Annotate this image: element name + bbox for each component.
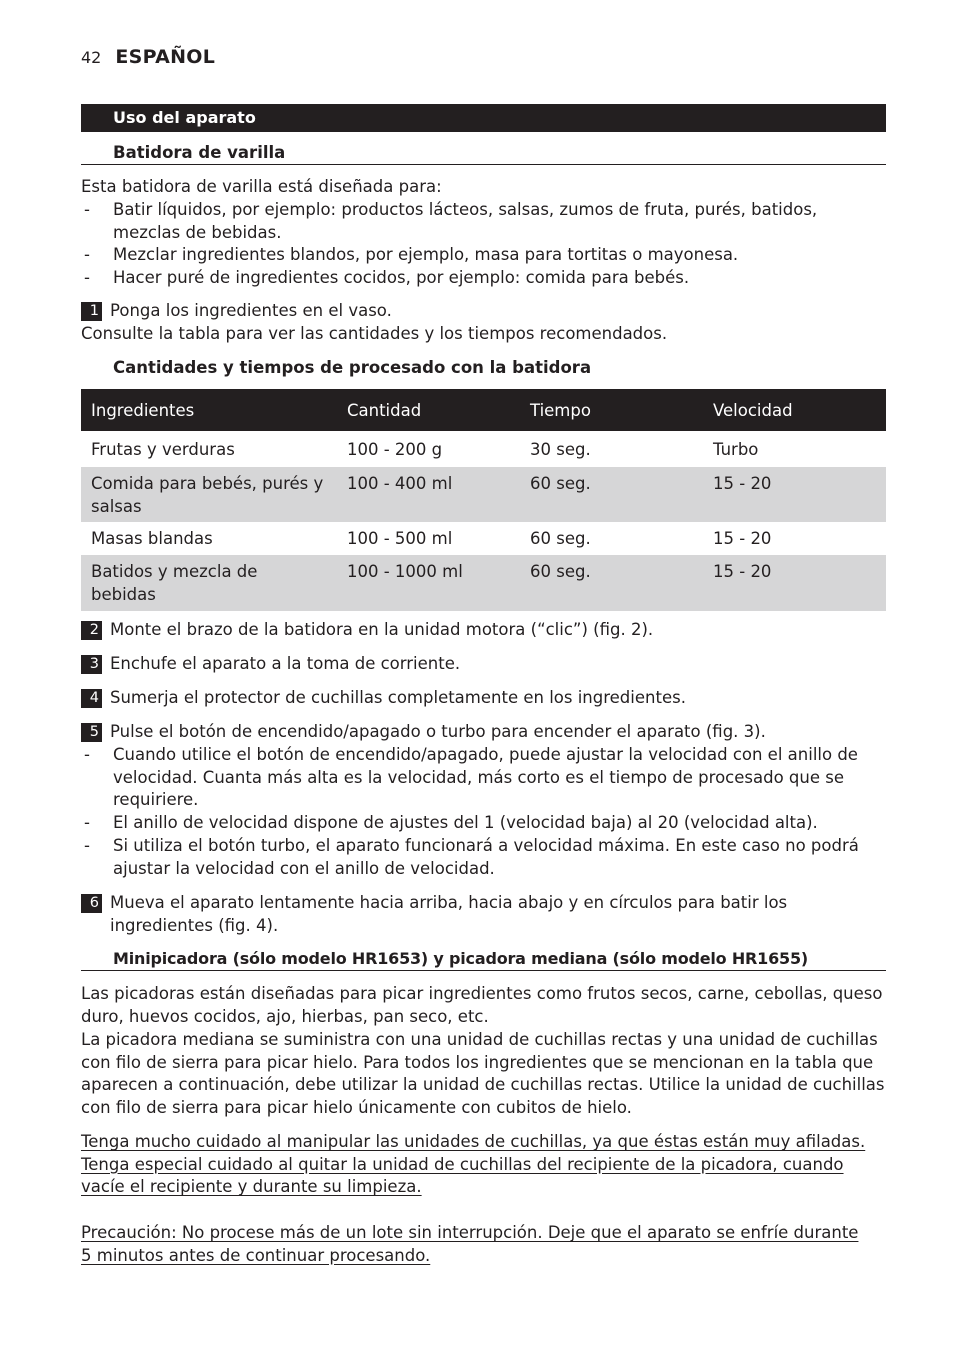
column-header: Cantidad	[337, 389, 520, 431]
column-header: Tiempo	[520, 389, 703, 431]
chopper-intro: Las picadoras están diseñadas para picar ingredientes como frutos secos, carne, cebollas, queso duro, huevos cocidos, ajo, hierbas, pan seco, etc.	[81, 984, 883, 1026]
list-item: - Batir líquidos, por ejemplo: productos lácteos, salsas, zumos de fruta, purés, batidos, mezclas de bebidas.	[84, 200, 818, 242]
warning-blades: Tenga mucho cuidado al manipular las unidades de cuchillas, ya que éstas están muy afiladas. Tenga especial cuidado al quitar la unidad de cuchillas del recipiente de la picadora, cuando vacíe el recipiente y durante su limpieza.	[81, 1132, 866, 1197]
table-row	[81, 555, 886, 610]
step-number: 1	[81, 302, 102, 321]
table-cell: 15 - 20	[703, 555, 886, 610]
table-cell: 60 seg.	[530, 529, 591, 549]
step-3	[81, 653, 887, 676]
table-cell: Frutas y verduras	[91, 440, 235, 459]
language-title: ESPAÑOL	[115, 46, 216, 68]
intro-text: Esta batidora de varilla está diseñada para:	[81, 177, 442, 196]
step-1-note: Consulte la tabla para ver las cantidades y los tiempos recomendados.	[81, 324, 668, 343]
step-6	[81, 892, 801, 937]
page-header	[81, 46, 215, 74]
list-item: - Hacer puré de ingredientes cocidos, por ejemplo: comida para bebés.	[84, 268, 690, 288]
step-text: Monte el brazo de la batidora en la unidad motora (“clic”) (fig. 2).	[110, 620, 654, 639]
table-cell: Batidos y mezcla de bebidas	[81, 555, 337, 610]
table-cell: 100 - 500 ml	[347, 529, 453, 549]
table-cell: 100 - 200 g	[347, 440, 443, 459]
table-row	[81, 431, 886, 467]
step-1	[81, 300, 887, 323]
table-header-row	[81, 389, 886, 431]
list-item: - Mezclar ingredientes blandos, por ejemplo, masa para tortitas o mayonesa.	[84, 245, 739, 265]
column-header: Velocidad	[703, 389, 886, 431]
step-number: 2	[81, 621, 102, 640]
table-cell: Comida para bebés, purés y salsas	[81, 467, 337, 522]
step-number: 5	[81, 723, 102, 742]
table-cell: 15 - 20	[713, 529, 772, 549]
step-text: Pulse el botón de encendido/apagado o turbo para encender el aparato (fig. 3).	[110, 722, 766, 741]
step-text: Ponga los ingredientes en el vaso.	[110, 301, 392, 320]
step-text: Mueva el aparato lentamente hacia arriba, hacia abajo y en círculos para batir los ingredientes (fig. 4).	[110, 893, 788, 935]
processing-table	[81, 389, 886, 611]
section-title: Uso del aparato	[81, 104, 886, 132]
step-5-notes	[81, 744, 887, 880]
step-4	[81, 687, 887, 710]
subsection-title-picadora: Minipicadora (sólo modelo HR1653) y picadora mediana (sólo modelo HR1655)	[81, 948, 886, 971]
step-2	[81, 619, 887, 642]
chopper-blades-text: La picadora mediana se suministra con una unidad de cuchillas rectas y una unidad de cuchillas con filo de sierra para picar hielo. Para todos los ingredientes que se mencionan en la tabla que aparecen a continuación, debe utilizar la unidad de cuchillas rectas. Utilice la unidad de cuchillas con filo de sierra para picar hielo únicamente con cubitos de hielo.	[81, 1030, 885, 1118]
table-title: Cantidades y tiempos de procesado con la batidora	[113, 358, 592, 377]
step-number: 6	[81, 894, 102, 913]
column-header: Ingredientes	[81, 389, 337, 431]
table-cell: Turbo	[713, 440, 759, 459]
list-item: - El anillo de velocidad dispone de ajustes del 1 (velocidad baja) al 20 (velocidad alta).	[84, 813, 818, 833]
table-cell: 100 - 400 ml	[337, 467, 520, 522]
table-row	[81, 467, 886, 522]
usage-list	[81, 199, 887, 290]
page-number: 42	[81, 48, 102, 67]
warning-caution: Precaución: No procese más de un lote sin interrupción. Deje que el aparato se enfríe durante 5 minutos antes de continuar procesando.	[81, 1223, 859, 1265]
step-text: Sumerja el protector de cuchillas completamente en los ingredientes.	[110, 688, 686, 707]
table-row	[81, 522, 886, 555]
step-number: 4	[81, 689, 102, 708]
table-cell: Masas blandas	[91, 529, 213, 549]
subsection-title-batidora: Batidora de varilla	[81, 142, 886, 165]
table-cell: 15 - 20	[703, 467, 886, 522]
step-text: Enchufe el aparato a la toma de corriente.	[110, 654, 461, 673]
step-5	[81, 721, 887, 744]
table-cell: 60 seg.	[520, 467, 703, 522]
table-cell: 100 - 1000 ml	[337, 555, 520, 610]
list-item: - Cuando utilice el botón de encendido/apagado, puede ajustar la velocidad con el anillo de velocidad. Cuanta más alta es la velocidad, más corto es el tiempo de procesado que se requiriere.	[84, 745, 858, 810]
table-cell: 60 seg.	[520, 555, 703, 610]
list-item: - Si utiliza el botón turbo, el aparato funcionará a velocidad máxima. En este caso no podrá ajustar la velocidad con el anillo de velocidad.	[84, 835, 859, 878]
table-cell: 30 seg.	[530, 440, 591, 459]
step-number: 3	[81, 655, 102, 674]
